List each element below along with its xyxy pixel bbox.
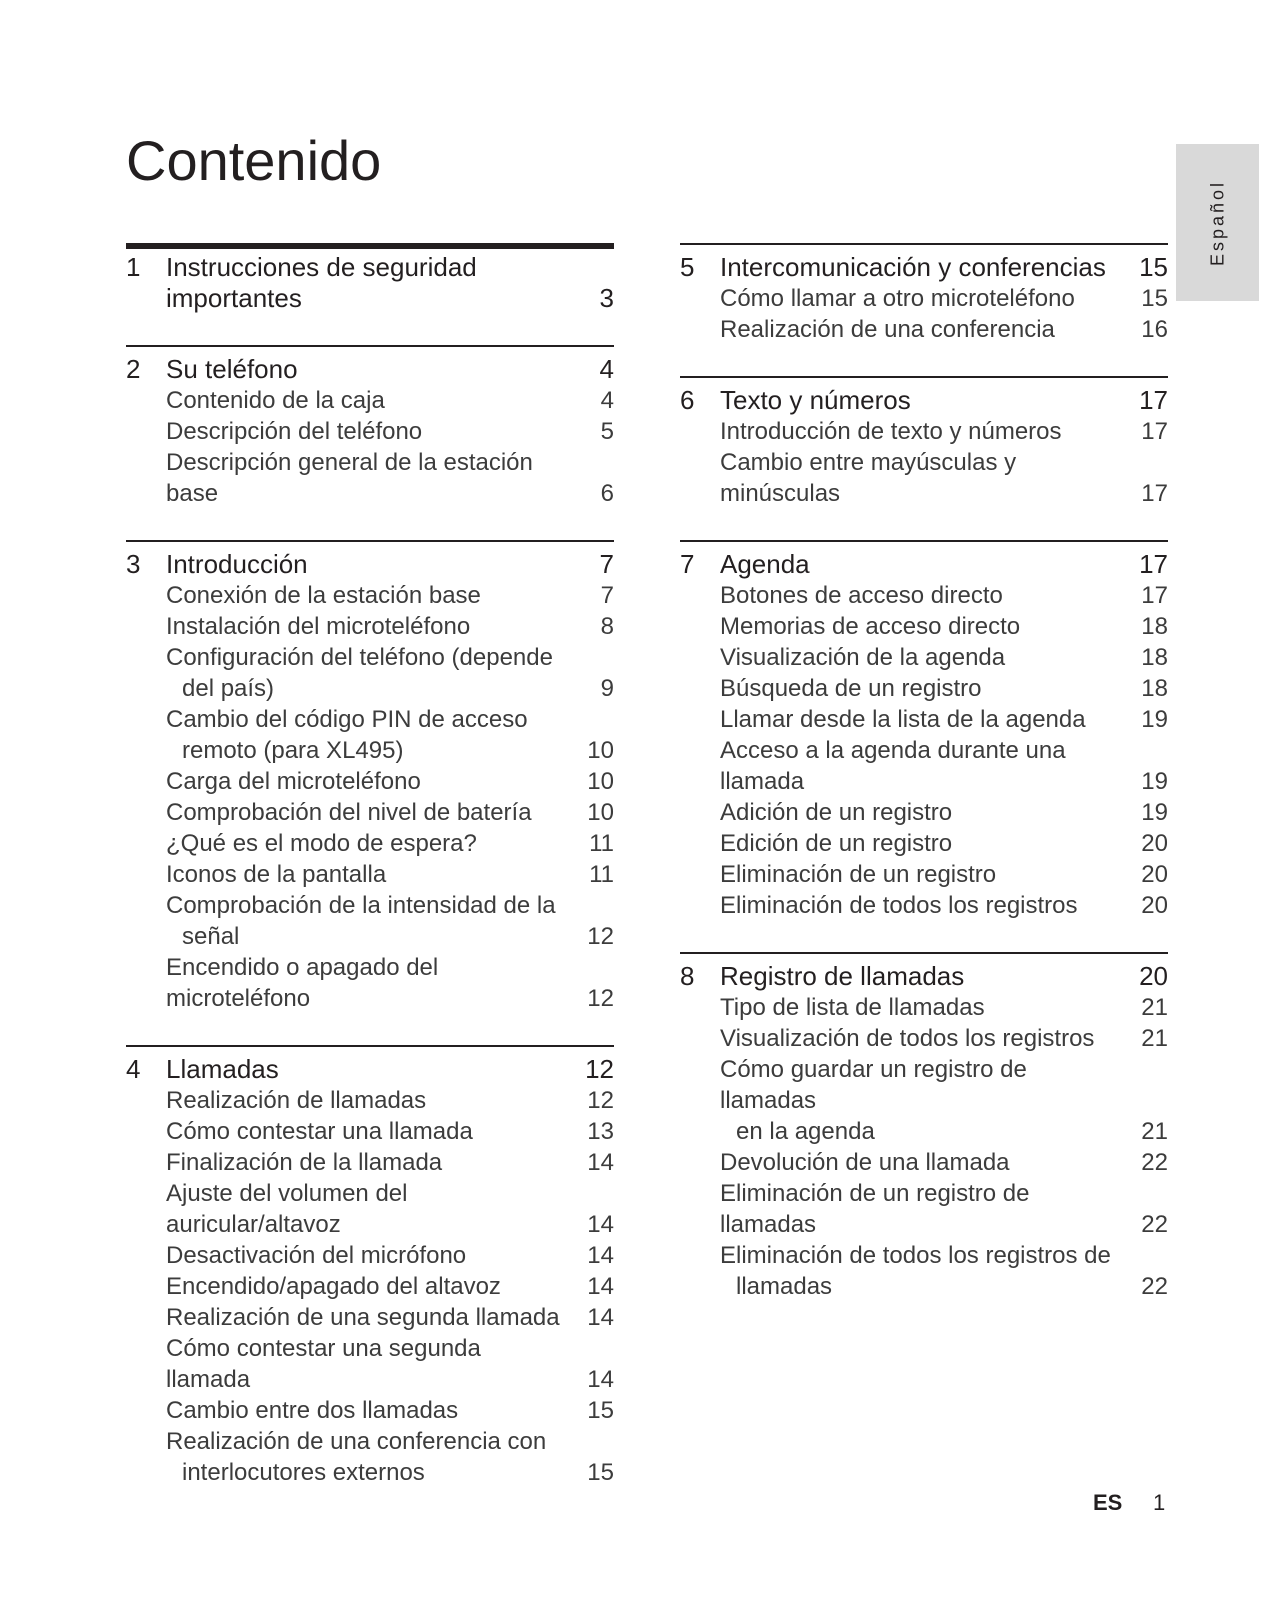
toc-entry[interactable] — [126, 1147, 614, 1178]
toc-entry-page-number: 12 — [587, 985, 614, 1012]
entry-text-line: Introducción de texto y números — [720, 418, 1062, 445]
toc-entry-page-number: 14 — [587, 1304, 614, 1331]
toc-chapter-heading[interactable] — [126, 1054, 614, 1085]
toc-entry-title — [166, 447, 562, 509]
toc-entry[interactable] — [126, 1085, 614, 1116]
entry-text-line: Descripción del teléfono — [166, 418, 423, 445]
entry-text-line: Visualización de todos los registros — [720, 1025, 1095, 1052]
toc-entry[interactable] — [680, 1023, 1168, 1054]
entry-text-line: del país) — [182, 675, 275, 702]
entry-text-line: Comprobación del nivel de batería — [166, 799, 532, 826]
toc-entry[interactable] — [126, 1333, 614, 1395]
entry-text-line: Descripción general de la estación base — [166, 449, 533, 507]
toc-entry[interactable] — [680, 314, 1168, 345]
toc-entry-page-number: 14 — [587, 1149, 614, 1176]
toc-chapter-heading[interactable] — [126, 354, 614, 385]
toc-section-7 — [680, 540, 1168, 921]
toc-entry-page-number: 13 — [587, 1118, 614, 1145]
toc-entry-title — [166, 416, 562, 447]
entry-text-line: Encendido/apagado del altavoz — [166, 1273, 501, 1300]
toc-entry-title — [720, 673, 1116, 704]
toc-entry[interactable] — [126, 797, 614, 828]
toc-entry-title — [166, 828, 562, 859]
entry-text-line: Cambio del código PIN de acceso — [166, 706, 528, 733]
entry-text-line: Botones de acceso directo — [720, 582, 1003, 609]
toc-section-6 — [680, 376, 1168, 509]
chapter-page-number: 20 — [1139, 961, 1168, 991]
toc-entry-page-number: 14 — [587, 1242, 614, 1269]
toc-entry-page-number: 21 — [1141, 1025, 1168, 1052]
toc-entry-page-number: 20 — [1141, 830, 1168, 857]
toc-entry[interactable] — [680, 1147, 1168, 1178]
entry-text-line: Intercomunicación y conferencias — [720, 252, 1106, 282]
chapter-number: 5 — [680, 252, 695, 282]
toc-entry-title — [166, 611, 562, 642]
toc-entry-page-number: 11 — [589, 861, 614, 888]
entry-text-line: Eliminación de un registro — [720, 861, 997, 888]
toc-entry-page-number: 10 — [587, 737, 614, 764]
entry-text-line: Eliminación de un registro de llamadas — [720, 1180, 1030, 1238]
toc-entry-title — [166, 766, 562, 797]
toc-right-column — [680, 243, 1168, 1302]
toc-entry[interactable] — [680, 673, 1168, 704]
entry-text-line: Tipo de lista de llamadas — [720, 994, 985, 1021]
toc-entry-title — [720, 580, 1116, 611]
toc-entry[interactable] — [680, 416, 1168, 447]
footer-page-number: 1 — [1153, 1490, 1166, 1515]
chapter-title — [166, 1054, 562, 1085]
toc-entry-title — [720, 828, 1116, 859]
toc-entry-title — [720, 859, 1116, 890]
entry-text-line: Registro de llamadas — [720, 961, 965, 991]
toc-entry-page-number: 11 — [589, 830, 614, 857]
toc-entry[interactable] — [680, 704, 1168, 735]
toc-entry[interactable] — [680, 890, 1168, 921]
chapter-title — [720, 385, 1116, 416]
entry-text-line: Eliminación de todos los registros de — [720, 1242, 1111, 1269]
chapter-page-number: 15 — [1139, 252, 1168, 282]
toc-chapter-heading[interactable] — [126, 549, 614, 580]
entry-text-line: Visualización de la agenda — [720, 644, 1006, 671]
toc-entry[interactable] — [126, 1240, 614, 1271]
entry-text-line: Edición de un registro — [720, 830, 953, 857]
toc-chapter-heading[interactable] — [680, 961, 1168, 992]
toc-entry[interactable] — [126, 766, 614, 797]
entry-text-line: Ajuste del volumen del auricular/altavoz — [166, 1180, 408, 1238]
toc-chapter-heading[interactable] — [680, 252, 1168, 283]
entry-text-line: Cómo llamar a otro microteléfono — [720, 285, 1075, 312]
toc-entry[interactable] — [126, 611, 614, 642]
toc-entry-page-number: 5 — [600, 418, 614, 445]
entry-text-line: Carga del microteléfono — [166, 768, 421, 795]
entry-text-line: Realización de llamadas — [166, 1087, 427, 1114]
entry-text-line: Finalización de la llamada — [166, 1149, 443, 1176]
chapter-title — [720, 961, 1116, 992]
toc-entry[interactable] — [126, 1395, 614, 1426]
chapter-title — [166, 549, 562, 580]
toc-entry-title — [166, 1116, 562, 1147]
entry-text-line: Introducción — [166, 549, 308, 579]
entry-text-line: Configuración del teléfono (depende — [166, 644, 553, 671]
toc-entry-title — [720, 416, 1116, 447]
toc-entry-title — [166, 1085, 562, 1116]
toc-entry[interactable] — [126, 580, 614, 611]
toc-section-5 — [680, 243, 1168, 345]
language-tab-label: Español — [1207, 179, 1227, 266]
chapter-page-number: 3 — [599, 283, 614, 313]
toc-entry-page-number: 12 — [587, 1087, 614, 1114]
toc-chapter-heading[interactable] — [126, 252, 614, 314]
toc-entry-page-number: 18 — [1141, 675, 1168, 702]
toc-entry-title — [720, 735, 1116, 797]
toc-section-3 — [126, 540, 614, 1014]
chapter-title — [166, 354, 562, 385]
toc-entry-page-number: 17 — [1141, 480, 1168, 507]
toc-entry-title — [166, 704, 562, 766]
toc-section-8 — [680, 952, 1168, 1302]
toc-entry[interactable] — [680, 1054, 1168, 1147]
toc-entry-title — [720, 283, 1116, 314]
entry-text-line: Adición de un registro — [720, 799, 953, 826]
toc-section-1 — [126, 243, 614, 314]
toc-entry-title — [720, 992, 1116, 1023]
toc-entry-page-number: 18 — [1141, 613, 1168, 640]
entry-text-line: Cambio entre dos llamadas — [166, 1397, 459, 1424]
footer-language-code: ES — [1093, 1490, 1123, 1515]
entry-text-line: Cómo contestar una llamada — [166, 1118, 473, 1145]
toc-entry-title — [166, 642, 562, 704]
toc-entry[interactable] — [126, 642, 614, 704]
chapter-title — [166, 252, 562, 314]
entry-text-line: Realización de una conferencia con — [166, 1428, 547, 1455]
chapter-number: 3 — [126, 549, 141, 579]
toc-entry-title — [166, 859, 562, 890]
toc-entry-page-number: 18 — [1141, 644, 1168, 671]
toc-entry[interactable] — [126, 704, 614, 766]
entry-text-line: Llamar desde la lista de la agenda — [720, 706, 1086, 733]
entry-text-line: Texto y números — [720, 385, 911, 415]
entry-text-line: Contenido de la caja — [166, 387, 385, 414]
entry-text-line: en la agenda — [736, 1118, 875, 1145]
toc-entry[interactable] — [126, 1178, 614, 1240]
chapter-number: 1 — [126, 252, 141, 282]
toc-entry[interactable] — [126, 952, 614, 1014]
toc-entry-page-number: 9 — [600, 675, 614, 702]
entry-text-line: Realización de una segunda llamada — [166, 1304, 560, 1331]
toc-entry[interactable] — [680, 1178, 1168, 1240]
page-title: Contenido — [126, 129, 382, 192]
toc-entry[interactable] — [680, 283, 1168, 314]
toc-entry-title — [720, 890, 1116, 921]
toc-entry-page-number: 6 — [600, 480, 614, 507]
entry-text-line: interlocutores externos — [182, 1459, 425, 1486]
chapter-page-number: 4 — [599, 354, 614, 384]
toc-entry-page-number: 10 — [587, 768, 614, 795]
entry-text-line: remoto (para XL495) — [182, 737, 404, 764]
toc-entry-title — [166, 1426, 562, 1488]
toc-entry[interactable] — [126, 1271, 614, 1302]
toc-entry[interactable] — [680, 447, 1168, 509]
toc-entry-page-number: 17 — [1141, 418, 1168, 445]
toc-entry[interactable] — [680, 642, 1168, 673]
toc-entry-page-number: 15 — [587, 1397, 614, 1424]
toc-entry[interactable] — [126, 828, 614, 859]
toc-entry-page-number: 16 — [1141, 316, 1168, 343]
toc-section-4 — [126, 1045, 614, 1488]
toc-entry-page-number: 19 — [1141, 706, 1168, 733]
entry-text-line: Agenda — [720, 549, 810, 579]
toc-entry-page-number: 22 — [1141, 1149, 1168, 1176]
entry-text-line: Iconos de la pantalla — [166, 861, 387, 888]
toc-entry-page-number: 20 — [1141, 892, 1168, 919]
toc-entry-page-number: 4 — [600, 387, 614, 414]
toc-entry[interactable] — [126, 1426, 614, 1488]
toc-entry-page-number: 8 — [600, 613, 614, 640]
toc-entry-title — [166, 890, 562, 952]
entry-text-line: llamadas — [736, 1273, 833, 1300]
toc-entry[interactable] — [126, 1116, 614, 1147]
toc-entry-title — [166, 385, 562, 416]
toc-entry-title — [720, 704, 1116, 735]
entry-text-line: Cambio entre mayúsculas y minúsculas — [720, 449, 1017, 507]
entry-text-line: Comprobación de la intensidad de la — [166, 892, 556, 919]
chapter-page-number: 17 — [1139, 549, 1168, 579]
toc-entry[interactable] — [126, 890, 614, 952]
toc-entry-page-number: 22 — [1141, 1273, 1168, 1300]
entry-text-line: señal — [182, 923, 240, 950]
toc-entry-page-number: 14 — [587, 1273, 614, 1300]
entry-text-line: Desactivación del micrófono — [166, 1242, 467, 1269]
toc-entry-title — [166, 1395, 562, 1426]
toc-entry-title — [720, 314, 1116, 345]
toc-entry-title — [166, 1302, 562, 1333]
toc-entry[interactable] — [680, 1240, 1168, 1302]
chapter-title — [720, 549, 1116, 580]
toc-entry[interactable] — [680, 859, 1168, 890]
toc-entry[interactable] — [680, 992, 1168, 1023]
toc-entry[interactable] — [126, 1302, 614, 1333]
toc-entry-title — [720, 1240, 1116, 1302]
toc-entry-page-number: 10 — [587, 799, 614, 826]
entry-text-line: Eliminación de todos los registros — [720, 892, 1078, 919]
toc-entry[interactable] — [680, 797, 1168, 828]
entry-text-line: Instrucciones de seguridad — [166, 252, 477, 282]
toc-entry-title — [720, 447, 1116, 509]
chapter-number: 6 — [680, 385, 695, 415]
toc-entry-page-number: 17 — [1141, 582, 1168, 609]
toc-entry[interactable] — [126, 447, 614, 509]
toc-entry[interactable] — [680, 611, 1168, 642]
toc-entry-page-number: 14 — [587, 1211, 614, 1238]
chapter-page-number: 12 — [585, 1054, 614, 1084]
toc-entry[interactable] — [680, 735, 1168, 797]
toc-entry-title — [166, 1178, 562, 1240]
toc-entry[interactable] — [680, 828, 1168, 859]
toc-left-column — [126, 243, 614, 1488]
toc-entry-title — [166, 1147, 562, 1178]
entry-text-line: Acceso a la agenda durante una llamada — [720, 737, 1066, 795]
toc-entry-page-number: 21 — [1141, 1118, 1168, 1145]
toc-entry-page-number: 20 — [1141, 861, 1168, 888]
entry-text-line: Su teléfono — [166, 354, 298, 384]
toc-entry[interactable] — [126, 859, 614, 890]
toc-chapter-heading[interactable] — [680, 385, 1168, 416]
entry-text-line: Instalación del microteléfono — [166, 613, 471, 640]
toc-entry-title — [166, 952, 562, 1014]
entry-text-line: Búsqueda de un registro — [720, 675, 982, 702]
chapter-number: 7 — [680, 549, 695, 579]
toc-entry-title — [166, 1271, 562, 1302]
toc-entry-title — [166, 797, 562, 828]
entry-text-line: Encendido o apagado del microteléfono — [166, 954, 439, 1012]
entry-text-line: importantes — [166, 283, 302, 313]
toc-entry-page-number: 19 — [1141, 768, 1168, 795]
toc-entry-page-number: 22 — [1141, 1211, 1168, 1238]
toc-entry-title — [720, 797, 1116, 828]
chapter-number: 8 — [680, 961, 695, 991]
chapter-number: 2 — [126, 354, 141, 384]
toc-chapter-heading[interactable] — [680, 549, 1168, 580]
entry-text-line: Devolución de una llamada — [720, 1149, 1010, 1176]
toc-entry[interactable] — [126, 416, 614, 447]
toc-entry-page-number: 14 — [587, 1366, 614, 1393]
entry-text-line: Conexión de la estación base — [166, 582, 481, 609]
entry-text-line: ¿Qué es el modo de espera? — [166, 830, 477, 857]
toc-entry-page-number: 19 — [1141, 799, 1168, 826]
toc-entry-title — [166, 580, 562, 611]
chapter-title — [720, 252, 1116, 283]
toc-entry-page-number: 21 — [1141, 994, 1168, 1021]
chapter-page-number: 17 — [1139, 385, 1168, 415]
chapter-page-number: 7 — [599, 549, 614, 579]
toc-entry-title — [720, 1054, 1116, 1147]
toc-entry-title — [166, 1333, 562, 1395]
entry-text-line: Cómo contestar una segunda llamada — [166, 1335, 481, 1393]
entry-text-line: Llamadas — [166, 1054, 279, 1084]
toc-entry-page-number: 7 — [600, 582, 614, 609]
toc-entry-title — [720, 1023, 1116, 1054]
toc-entry-page-number: 12 — [587, 923, 614, 950]
toc-entry[interactable] — [126, 385, 614, 416]
toc-entry-page-number: 15 — [1141, 285, 1168, 312]
chapter-number: 4 — [126, 1054, 141, 1084]
entry-text-line: Memorias de acceso directo — [720, 613, 1021, 640]
toc-entry[interactable] — [680, 580, 1168, 611]
entry-text-line: Cómo guardar un registro de llamadas — [720, 1056, 1027, 1114]
toc-entry-title — [720, 1178, 1116, 1240]
language-tab — [1176, 144, 1259, 301]
toc-entry-title — [720, 611, 1116, 642]
entry-text-line: Realización de una conferencia — [720, 316, 1055, 343]
toc-entry-title — [166, 1240, 562, 1271]
toc-entry-title — [720, 1147, 1116, 1178]
toc-entry-page-number: 15 — [587, 1459, 614, 1486]
toc-section-2 — [126, 345, 614, 509]
toc-entry-title — [720, 642, 1116, 673]
